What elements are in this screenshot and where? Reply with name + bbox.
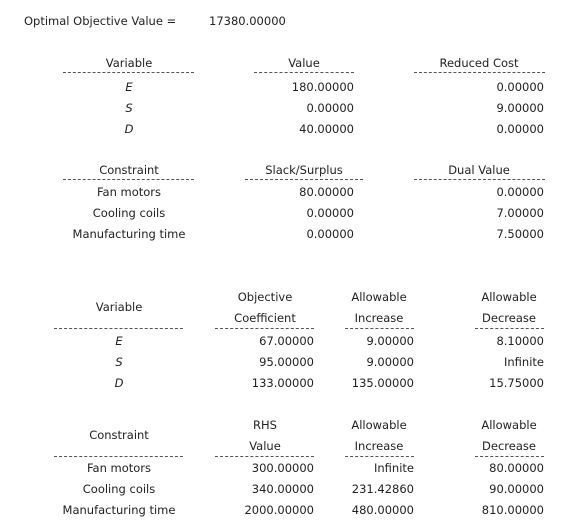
allowable-increase: 480.00000 bbox=[351, 503, 414, 517]
value-header: Value bbox=[288, 56, 320, 70]
rhs-value: 2000.00000 bbox=[244, 503, 314, 517]
objective-coefficient-header-line2: Coefficient bbox=[234, 311, 296, 325]
reduced-cost-divider bbox=[414, 72, 545, 73]
constraint-name: Manufacturing time bbox=[72, 227, 186, 241]
constraint-dual-value: 7.00000 bbox=[496, 206, 544, 220]
constraint-divider bbox=[63, 179, 194, 180]
constraint-slack: 0.00000 bbox=[306, 227, 354, 241]
allowable-decrease: 8.10000 bbox=[496, 334, 544, 348]
rhs-divider bbox=[215, 456, 314, 457]
variable-name: S bbox=[125, 101, 133, 115]
allowable-decrease: 80.00000 bbox=[489, 461, 544, 475]
allowable-decrease-header-line1: Allowable bbox=[481, 418, 537, 432]
constraint-header: Constraint bbox=[89, 428, 149, 442]
objective-coefficient: 67.00000 bbox=[259, 334, 314, 348]
allowable-decrease-header-line2: Decrease bbox=[482, 311, 536, 325]
value-divider bbox=[254, 72, 354, 73]
constraint-dual-value: 0.00000 bbox=[496, 185, 544, 199]
decrease-divider bbox=[475, 328, 544, 329]
constraint-name: Manufacturing time bbox=[62, 503, 176, 517]
allowable-increase: 9.00000 bbox=[366, 355, 414, 369]
allowable-decrease: 810.00000 bbox=[481, 503, 544, 517]
dual-value-header: Dual Value bbox=[448, 163, 510, 177]
constraint-name: Cooling coils bbox=[82, 482, 156, 496]
variable-header: Variable bbox=[105, 56, 153, 70]
constraint-name: Fan motors bbox=[86, 461, 152, 475]
slack-divider bbox=[245, 179, 363, 180]
increase-divider bbox=[345, 328, 414, 329]
allowable-increase-header-line2: Increase bbox=[354, 439, 404, 453]
decrease-divider bbox=[475, 456, 544, 457]
allowable-decrease-header-line1: Allowable bbox=[481, 290, 537, 304]
allowable-increase: Infinite bbox=[374, 461, 414, 475]
allowable-decrease-header-line2: Decrease bbox=[482, 439, 536, 453]
rhs-value: 300.00000 bbox=[251, 461, 314, 475]
variable-reduced-cost: 9.00000 bbox=[496, 101, 544, 115]
allowable-increase-header-line1: Allowable bbox=[351, 290, 407, 304]
increase-divider bbox=[345, 456, 414, 457]
allowable-decrease: 15.75000 bbox=[489, 376, 544, 390]
variable-divider bbox=[54, 328, 183, 329]
constraint-slack: 80.00000 bbox=[299, 185, 354, 199]
variable-value: 0.00000 bbox=[306, 101, 354, 115]
allowable-decrease: Infinite bbox=[504, 355, 544, 369]
variable-value: 180.00000 bbox=[291, 80, 354, 94]
allowable-decrease: 90.00000 bbox=[489, 482, 544, 496]
variable-divider bbox=[63, 72, 194, 73]
objective-value: 17380.00000 bbox=[209, 14, 286, 28]
allowable-increase-header-line2: Increase bbox=[354, 311, 404, 325]
slack-header: Slack/Surplus bbox=[265, 163, 343, 177]
objective-coefficient: 95.00000 bbox=[259, 355, 314, 369]
objective-label: Optimal Objective Value = bbox=[24, 14, 177, 28]
constraint-dual-value: 7.50000 bbox=[496, 227, 544, 241]
allowable-increase: 9.00000 bbox=[366, 334, 414, 348]
variable-name: E bbox=[125, 80, 133, 94]
allowable-increase: 231.42860 bbox=[351, 482, 414, 496]
variable-name: E bbox=[115, 334, 123, 348]
dual-value-divider bbox=[414, 179, 545, 180]
constraint-header: Constraint bbox=[99, 163, 159, 177]
variable-value: 40.00000 bbox=[299, 122, 354, 136]
coefficient-divider bbox=[215, 328, 314, 329]
rhs-value: 340.00000 bbox=[251, 482, 314, 496]
constraint-name: Cooling coils bbox=[92, 206, 166, 220]
variable-header: Variable bbox=[95, 300, 143, 314]
rhs-value-header-line1: RHS bbox=[253, 418, 277, 432]
objective-coefficient: 133.00000 bbox=[251, 376, 314, 390]
variable-reduced-cost: 0.00000 bbox=[496, 80, 544, 94]
constraint-name: Fan motors bbox=[96, 185, 162, 199]
allowable-increase-header-line1: Allowable bbox=[351, 418, 407, 432]
objective-coefficient-header-line1: Objective bbox=[237, 290, 293, 304]
variable-name: S bbox=[115, 355, 123, 369]
reduced-cost-header: Reduced Cost bbox=[439, 56, 519, 70]
rhs-value-header-line2: Value bbox=[249, 439, 281, 453]
constraint-divider bbox=[54, 456, 183, 457]
constraint-slack: 0.00000 bbox=[306, 206, 354, 220]
variable-name: D bbox=[124, 122, 134, 136]
allowable-increase: 135.00000 bbox=[351, 376, 414, 390]
variable-reduced-cost: 0.00000 bbox=[496, 122, 544, 136]
variable-name: D bbox=[114, 376, 124, 390]
